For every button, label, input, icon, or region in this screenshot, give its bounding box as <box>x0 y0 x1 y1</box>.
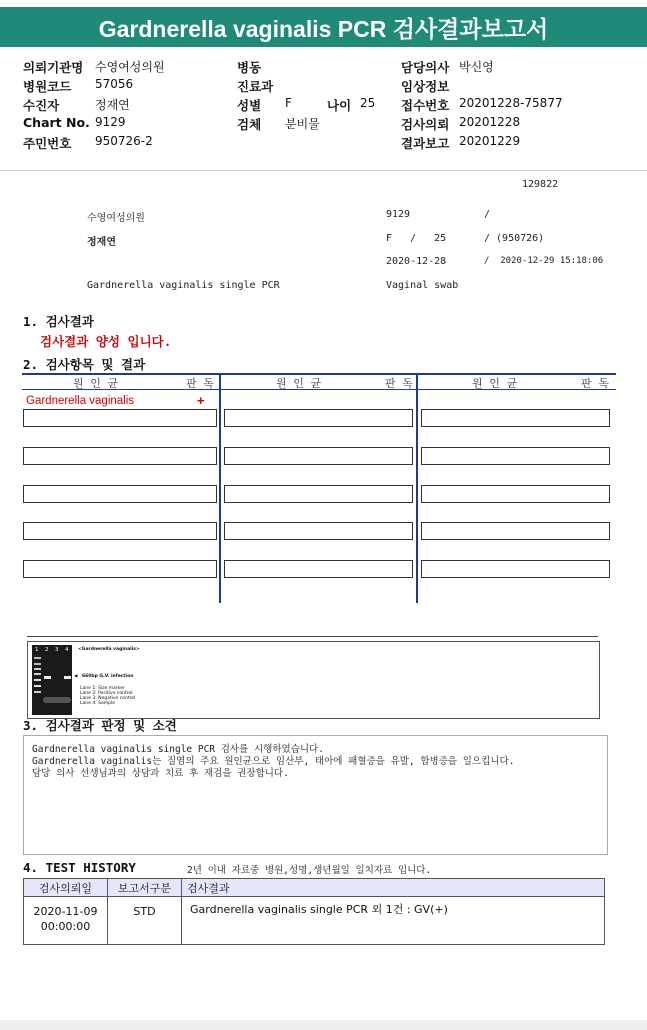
info-birth: / (950726) <box>484 233 545 244</box>
opinion-line-3: 담당 의사 선생님과의 상담과 치료 후 재검을 권장합니다. <box>32 768 289 779</box>
gel-legend-3: Lane 3: Negative control <box>80 696 136 701</box>
col1-result-header: 판 독 <box>186 377 214 390</box>
gel-ladder-band <box>34 657 41 659</box>
department-label: 진료과 <box>237 79 274 94</box>
table-row[interactable] <box>24 897 605 945</box>
result-field[interactable] <box>224 485 413 503</box>
resident-no-label: 주민번호 <box>23 136 72 151</box>
info-clinic: 수영여성의원 <box>87 213 145 224</box>
gel-band-label: 660bp G.V. infection <box>82 674 134 679</box>
gel-ladder-band <box>34 668 41 670</box>
patient-label: 수진자 <box>23 98 60 113</box>
gel-lane-2: 2 <box>45 647 49 653</box>
result-field[interactable] <box>23 522 217 540</box>
history-col-type: 보고서구분 <box>108 879 182 897</box>
opinion-line-2: Gardnerella vaginalis는 질염의 주요 원인균으로 임산부, 태아에 패혈증을 유발, 합병증을 일으킵니다. <box>32 756 515 767</box>
section-4-title: 4. TEST HISTORY <box>23 860 136 875</box>
chart-no-value: 9129 <box>95 115 126 129</box>
history-result: Gardnerella vaginalis single PCR 외 1건 : GV(+) <box>182 897 605 945</box>
resident-no-value: 950726-2 <box>95 134 153 148</box>
footer-bar <box>0 1020 647 1030</box>
request-date-value: 20201228 <box>459 115 521 129</box>
result-field[interactable] <box>23 560 217 578</box>
result-field[interactable] <box>421 485 610 503</box>
history-note: 2년 이내 자료중 병원,성명,생년월일 일치자료 입니다. <box>187 865 432 876</box>
organism-result: + <box>197 393 205 408</box>
column-divider-2 <box>416 374 418 603</box>
result-field[interactable] <box>421 560 610 578</box>
gel-heading: <Gardnerella vaginalis> <box>78 647 140 652</box>
section-2-title: 2. 검사항목 및 결과 <box>23 357 146 372</box>
doctor-value: 박신영 <box>459 60 494 74</box>
doctor-label: 담당의사 <box>401 60 450 75</box>
gel-band-arrow: ◀ <box>74 674 78 679</box>
gel-panel <box>27 641 600 719</box>
history-date: 2020-11-09 <box>33 905 98 918</box>
gel-ladder-band <box>34 691 41 693</box>
gel-electrophoresis-image <box>32 645 72 715</box>
result-field[interactable] <box>421 447 610 465</box>
sex-value: F <box>285 96 292 110</box>
info-chart: 9129 <box>386 209 411 220</box>
gel-lane-3: 3 <box>55 647 59 653</box>
gel-legend-2: Lane 2: Positive control <box>80 691 133 696</box>
info-test-name: Gardnerella vaginalis single PCR <box>87 280 280 291</box>
result-field[interactable] <box>23 409 217 427</box>
chart-no-label: Chart No. <box>23 115 90 130</box>
specimen-label: 검체 <box>237 117 262 132</box>
specimen-value: 분비물 <box>285 117 320 131</box>
info-specimen: Vaginal swab <box>386 280 459 291</box>
gel-positive-band <box>44 676 51 679</box>
report-date-label: 결과보고 <box>401 136 450 151</box>
column-divider-1 <box>219 374 221 603</box>
info-report-datetime: / 2020-12-29 15:18:06 <box>484 256 604 266</box>
report-title: Gardnerella vaginalis PCR 검사결과보고서 <box>0 7 647 47</box>
gel-legend-1: Lane 1: Size marker <box>80 686 125 691</box>
result-field[interactable] <box>23 485 217 503</box>
section-3-title: 3. 검사결과 판정 및 소견 <box>23 718 177 733</box>
clinical-info-label: 임상정보 <box>401 79 450 94</box>
gel-ladder-band <box>34 685 41 687</box>
receipt-no-label: 접수번호 <box>401 98 450 113</box>
result-field[interactable] <box>224 409 413 427</box>
opinion-line-1: Gardnerella vaginalis single PCR 검사를 시행하였습니다. <box>32 744 324 755</box>
request-date-label: 검사의뢰 <box>401 117 450 132</box>
history-table <box>23 878 605 945</box>
gel-primer-smear <box>43 697 71 703</box>
gel-sample-band <box>64 676 71 679</box>
info-request-date: 2020-12-28 <box>386 256 447 267</box>
report-date-value: 20201229 <box>459 134 521 148</box>
id-number: 129822 <box>522 179 559 190</box>
sex-label: 성별 <box>237 98 262 113</box>
patient-value: 정재연 <box>95 98 130 112</box>
history-col-date: 검사의뢰일 <box>24 879 108 897</box>
history-date-cell <box>24 897 108 945</box>
result-message: 검사결과 양성 입니다. <box>40 334 172 349</box>
section-1-title: 1. 검사결과 <box>23 314 94 329</box>
gel-lane-4: 4 <box>65 647 69 653</box>
ward-label: 병동 <box>237 60 262 75</box>
info-slash: / <box>484 209 491 220</box>
hospital-name-label: 의뢰기관명 <box>23 60 84 75</box>
age-value: 25 <box>360 96 376 110</box>
col1-organism-header: 원 인 균 <box>73 377 119 390</box>
gel-ladder-band <box>34 679 41 681</box>
result-field[interactable] <box>224 447 413 465</box>
header-divider <box>0 170 647 171</box>
history-time: 00:00:00 <box>40 920 91 933</box>
gel-ladder-band <box>34 673 41 675</box>
col2-organism-header: 원 인 균 <box>276 377 322 390</box>
hospital-code-value: 57056 <box>95 77 134 91</box>
result-field[interactable] <box>23 447 217 465</box>
col3-organism-header: 원 인 균 <box>472 377 518 390</box>
info-patient: 정재연 <box>87 237 116 248</box>
gel-top-rule <box>27 636 598 637</box>
hospital-code-label: 병원코드 <box>23 79 72 94</box>
history-type: STD <box>108 897 182 945</box>
organism-gardnerella: Gardnerella vaginalis <box>26 395 135 407</box>
receipt-no-value: 20201228-75877 <box>459 96 563 110</box>
col2-result-header: 판 독 <box>385 377 413 390</box>
age-label: 나이 <box>327 98 352 113</box>
result-field[interactable] <box>421 409 610 427</box>
col3-result-header: 판 독 <box>581 377 609 390</box>
history-col-result: 검사결과 <box>182 879 605 897</box>
hospital-name-value: 수영여성의원 <box>95 60 165 74</box>
result-field[interactable] <box>224 522 413 540</box>
gel-ladder-band <box>34 663 41 665</box>
gel-lane-1: 1 <box>35 647 39 653</box>
result-field[interactable] <box>421 522 610 540</box>
result-field[interactable] <box>224 560 413 578</box>
info-sex-age: F / 25 <box>386 233 447 244</box>
gel-legend-4: Lane 4: Sample <box>80 701 115 706</box>
